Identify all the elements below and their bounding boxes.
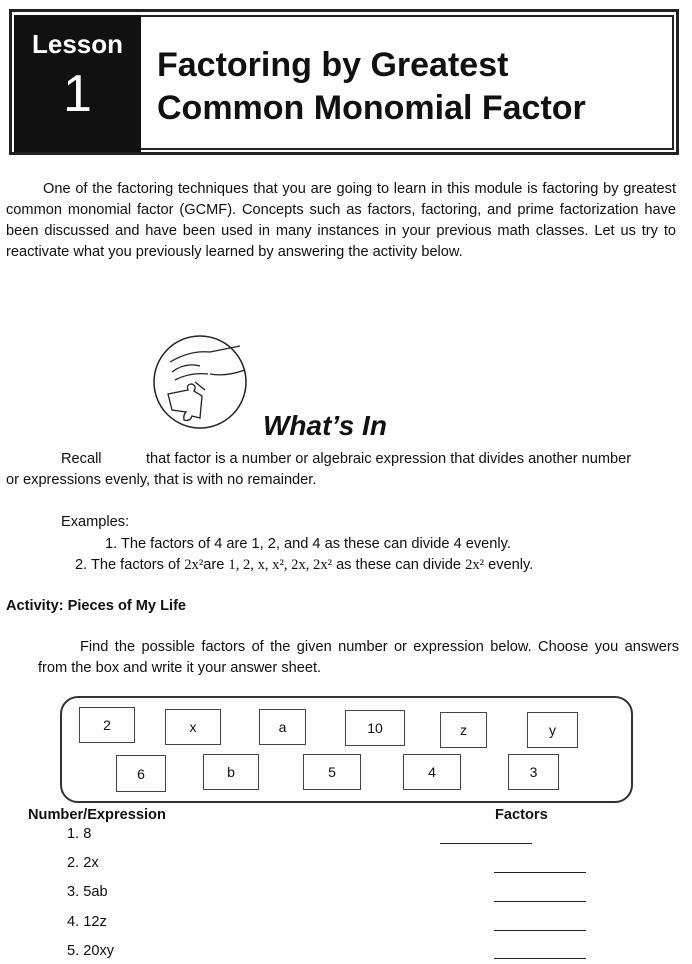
answer-blank[interactable] [494, 930, 586, 931]
answer-blank[interactable] [440, 843, 532, 844]
activity-title: Activity: Pieces of My Life [6, 598, 187, 614]
lesson-badge [14, 15, 141, 152]
recall-line-2: or expressions evenly, that is with no remainder. [6, 472, 317, 488]
answer-blank[interactable] [494, 901, 586, 902]
lesson-number: 1 [63, 65, 92, 123]
answer-blank[interactable] [494, 958, 586, 959]
ex2-text: evenly. [484, 557, 534, 573]
choice-chip: 10 [345, 710, 405, 746]
activity-instructions: Find the possible factors of the given number or expression below. Choose you answers from the box and write it your answer sheet. [38, 639, 679, 676]
expression-item: 4. 12z [67, 914, 107, 930]
title-line-2: Common Monomial Factor [157, 89, 586, 127]
hand-puzzle-icon [150, 332, 250, 432]
expression-item: 3. 5ab [67, 884, 108, 900]
intro-paragraph: One of the factoring techniques that you are going to learn in this module is factoring by greatest common monomial factor (GCMF). Concepts such as factors, factoring, and prime factorization have been discussed and have been used in many instances in your previous math classes. Let us try to reactivate what you previously learned by answering the activity below. [6, 181, 676, 260]
choice-chip: 2 [79, 707, 135, 743]
column-header-expression: Number/Expression [28, 807, 166, 823]
choice-chip: y [527, 712, 578, 748]
title-line-1: Factoring by Greatest [157, 46, 509, 84]
expression-item: 1. 8 [67, 826, 92, 842]
section-title: What’s In [263, 410, 387, 441]
choice-chip: 3 [508, 754, 559, 790]
recall-line-1: that factor is a number or algebraic expression that divides another number [146, 451, 632, 467]
choice-chip: 6 [116, 755, 166, 792]
recall-word: Recall [61, 451, 102, 467]
examples-label: Examples: [61, 514, 130, 530]
column-header-factors: Factors [495, 807, 548, 823]
ex2-text: are [203, 557, 229, 573]
lesson-title [157, 44, 586, 130]
lesson-label: Lesson [31, 29, 124, 59]
choice-chip: 4 [403, 754, 461, 790]
ex2-list: 1, 2, x, x², 2x, 2x² [228, 557, 333, 573]
ex2-expr: 2x² [465, 557, 485, 573]
example-2 [75, 557, 533, 574]
example-1: 1. The factors of 4 are 1, 2, and 4 as these can divide 4 evenly. [105, 536, 511, 552]
choice-chip: z [440, 712, 487, 748]
expression-item: 2. 2x [67, 855, 99, 871]
answer-blank[interactable] [494, 872, 586, 873]
choice-chip: a [259, 709, 306, 745]
choice-chip: 5 [303, 754, 361, 790]
ex2-text: 2. The factors of [75, 557, 185, 573]
choice-chip: b [203, 754, 259, 790]
expression-item: 5. 20xy [67, 943, 115, 959]
choice-chip: x [165, 709, 221, 745]
ex2-text: as these can divide [332, 557, 466, 573]
ex2-expr: 2x² [184, 557, 204, 573]
